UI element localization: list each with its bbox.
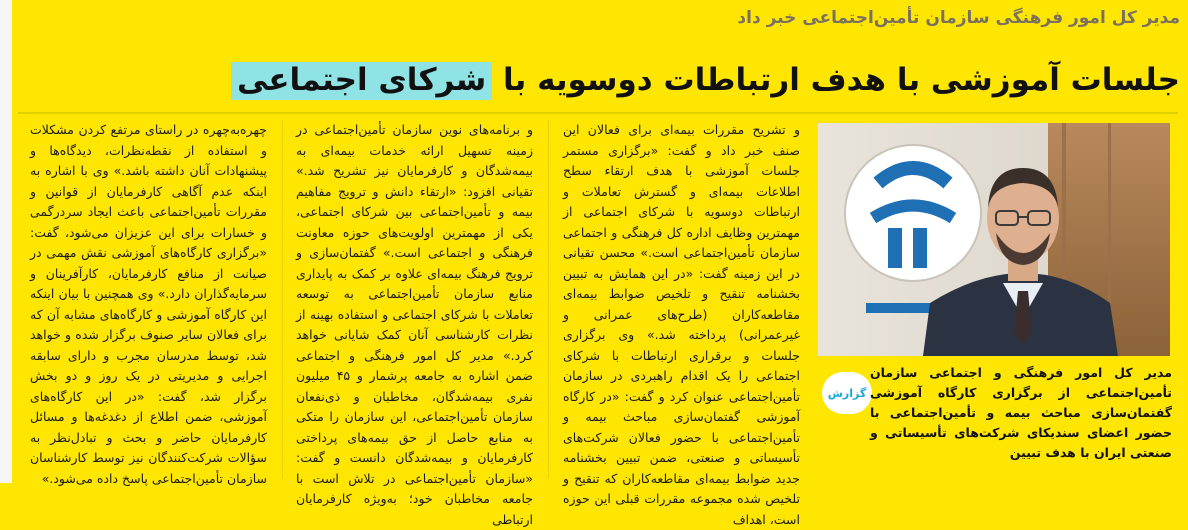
article-column-2 — [296, 120, 533, 530]
headline-highlight: شرکای اجتماعی — [231, 62, 492, 100]
headline — [237, 62, 1180, 98]
portrait-illustration — [818, 123, 1170, 356]
column-2-text: و برنامه‌های نوین سازمان تأمین‌اجتماعی در زمینه تسهیل ارائه خدمات بیمه‌ای به بیمه‌شدگان و کارفرمایان نیز تشریح شد.» تقیانی افزود: «ارتقاء دانش و ترویج مفاهیم بیمه و تأمین‌اجتماعی بین شرکای اجتماعی، یکی از مهمترین اولویت‌های حوزه معاونت فرهنگی و اجتماعی است.» گفتمان‌سازی و ترویج فرهنگ بیمه‌ای علاوه بر کمک به پایداری منابع سازمان تأمین‌اجتماعی به توسعه تعاملات با شرکای اجتماعی و استفاده بهینه از نظرات کارشناسی آنان کمک شایانی خواهد کرد.» مدیر کل امور فرهنگی و اجتماعی ضمن اشاره به جامعه پرشمار و ۴۵ میلیون نفری بیمه‌شدگان، مخاطبان و ذی‌نفعان سازمان تأمین‌اجتماعی، این سازمان را متکی به منابع حاصل از حق بیمه‌های پرداختی کارفرمایان و بیمه‌شدگان دانست و گفت: «سازمان تأمین‌اجتماعی در تلاش است با جامعه مخاطبان خود؛ به‌ویژه کارفرمایان ارتباطی — [296, 122, 533, 527]
page-margin — [0, 0, 12, 483]
column-3-text: چهره‌به‌چهره در راستای مرتفع کردن مشکلات و استفاده از نقطه‌نظرات، دیدگاه‌ها و پیشنهادات آنان داشته باشد.» وی با اشاره به اینکه عدم آگاهی کارفرمایان از قوانین و مقررات تأمین‌اجتماعی باعث ایجاد سردرگمی و خسارات برای این عزیزان می‌شود، گفت: «برگزاری کارگاه‌های آموزشی نقش مهمی در صیانت از منافع کارفرمایان، کارآفرینان و سرمایه‌گذاران دارد.» وی همچنین با بیان اینکه این کارگاه آموزشی و کارگاه‌های مشابه آن که برای فعالان سایر صنوف برگزار شده و خواهد شد، توسط مدرسان مجرب و دارای سابقه اجرایی و مدیریتی در یک روز و دو بخش برگزار شد، گفت: «در این کارگاه‌های آموزشی، ضمن اطلاع از دغدغه‌ها و مسائل کارفرمایان حاضر و بحث و تبادل‌نظر به سؤالات شرکت‌کنندگان نیز توسط کارشناسان سازمان تأمین‌اجتماعی پاسخ داده می‌شود.» — [30, 122, 267, 486]
article-column-3 — [30, 120, 267, 489]
report-badge: گزارش — [822, 372, 872, 414]
headline-main: جلسات آموزشی با هدف ارتباطات دوسویه با — [503, 62, 1180, 98]
article-column-1 — [563, 120, 800, 530]
column-divider — [282, 120, 283, 478]
portrait-photo — [818, 123, 1170, 356]
photo-caption: مدیر کل امور فرهنگی و اجتماعی سازمان تأمین‌اجتماعی از برگزاری کارگاه آموزشی گفتمان‌سازی مباحث بیمه و تأمین‌اجتماعی با حضور اعضای سندیکای شرکت‌های تأسیساتی و صنعتی ایران با هدف تبیین — [870, 365, 1172, 460]
column-1-text: و تشریح مقررات بیمه‌ای برای فعالان این صنف خبر داد و گفت: «برگزاری مستمر جلسات آموزشی با هدف ارتقاء سطح اطلاعات بیمه‌ای و گسترش تعاملات و ارتباطات دوسویه با شرکای اجتماعی از مهمترین وظایف اداره کل فرهنگی و اجتماعی سازمان تأمین‌اجتماعی است.» محسن تقیانی در این زمینه گفت: «در این همایش به تبیین بخشنامه تنقیح و تلخیص ضوابط بیمه‌ای مقاطعه‌کاران (طرح‌های عمرانی و غیرعمرانی) پرداخته شد.» وی برگزاری جلسات و برقراری ارتباطات با شرکای اجتماعی را یک اقدام راهبردی در سازمان تأمین‌اجتماعی عنوان کرد و گفت: «در کارگاه آموزشی گفتمان‌سازی مباحث بیمه و تأمین‌اجتماعی با حضور فعالان شرکت‌های تأسیساتی و صنعتی، ضمن تبیین بخشنامه جدید ضوابط بیمه‌ای مقاطعه‌کاران که تنقیح و تلخیص شده مجموعه مقررات قبلی این حوزه است، اهداف — [563, 122, 800, 527]
kicker: مدیر کل امور فرهنگی سازمان تأمین‌اجتماعی خبر داد — [737, 8, 1180, 28]
headline-rule — [18, 112, 1178, 114]
column-divider — [548, 120, 549, 478]
